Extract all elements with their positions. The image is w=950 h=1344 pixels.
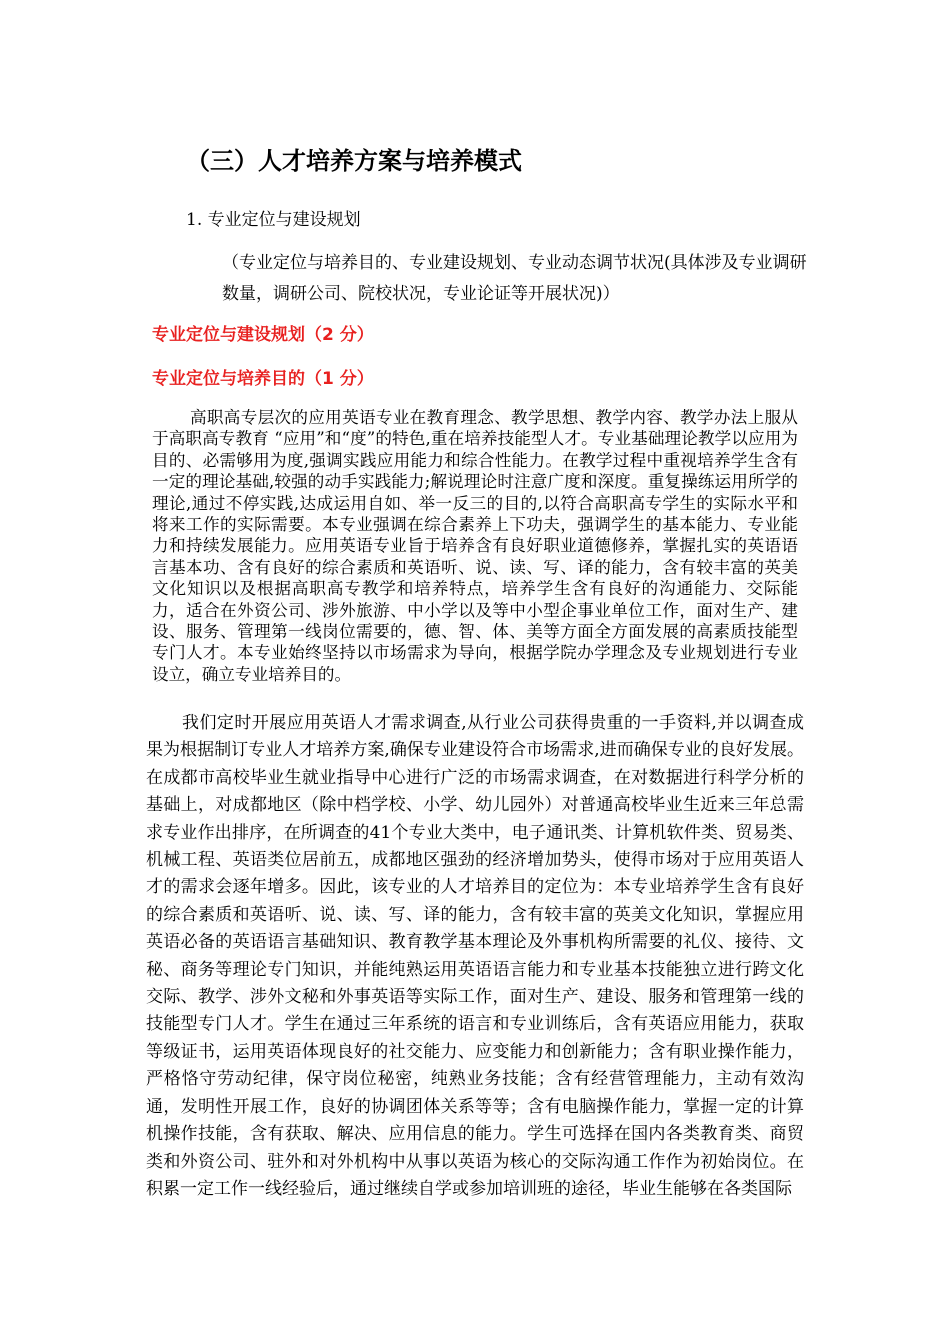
heading-goal: 专业定位与培养目的（1 分）: [152, 369, 374, 389]
heading-plan: 专业定位与建设规划（2 分）: [152, 325, 374, 345]
paragraph-positioning: 高职高专层次的应用英语专业在教育理念、教学思想、教学内容、教学办法上服从于高职高专教育 “应用”和“度”的特色,重在培养技能型人才。专业基础理论教学以应用为目的、必需够用为度,强调实践应用能力和综合性能力。在教学过程中重视培养学生含有一定的理论基础,较强的动手实践能力;解说理论时注意广度和深度。重复操练运用所学的理论,通过不停实践,达成运用自如、举一反三的目的,以符合高职高专学生的实际水平和将来工作的实际需要。本专业强调在综合素养上下功夫，强调学生的基本能力、专业能力和持续发展能力。应用英语专业旨于培养含有良好职业道德修养，掌握扎实的英语语言基本功、含有良好的综合素质和英语听、说、读、写、译的能力，含有较丰富的英美文化知识以及根据高职高专教学和培养特点，培养学生含有良好的沟通能力、交际能力，适合在外资公司、涉外旅游、中小学以及等中小型企事业单位工作，面对生产、建设、服务、管理第一线岗位需要的，德、智、体、美等方面全方面发展的高素质技能型专门人才。本专业始终坚持以市场需求为导向，根据学院办学理念及专业规划进行专业设立，确立专业培养目的。: [152, 408, 798, 684]
paragraph-survey: 我们定时开展应用英语人才需求调查,从行业公司获得贵重的一手资料,并以调查成果为根据制订专业人才培养方案,确保专业建设符合市场需求,进而确保专业的良好发展。在成都市高校毕业生就业指导中心进行广泛的市场需求调查，在对数据进行科学分析的基础上，对成都地区（除中档学校、小学、幼儿园外）对普通高校毕业生近来三年总需求专业作出排序，在所调查的41个专业大类中，电子通讯类、计算机软件类、贸易类、机械工程、英语类位居前五，成都地区强劲的经济增加势头，使得市场对于应用英语人才的需求会逐年增多。因此，该专业的人才培养目的定位为：本专业培养学生含有良好的综合素质和英语听、说、读、写、译的能力，含有较丰富的英美文化知识，掌握应用英语必备的英语语言基础知识、教育教学基本理论及外事机构所需要的礼仪、接待、文秘、商务等理论专门知识，并能纯熟运用英语语言能力和专业基本技能独立进行跨文化交际、教学、涉外文秘和外事英语等实际工作，面对生产、建设、服务和管理第一线的技能型专门人才。学生在通过三年系统的语言和专业训练后，含有英语应用能力，获取等级证书，运用英语体现良好的社交能力、应变能力和创新能力；含有职业操作能力，严格恪守劳动纪律，保守岗位秘密，纯熟业务技能；含有经营管理能力，主动有效沟通，发明性开展工作，良好的协调团体关系等等；含有电脑操作能力，掌握一定的计算机操作技能，含有获取、解决、应用信息的能力。学生可选择在国内各类教育类、商贸类和外资公司、驻外和对外机构中从事以英语为核心的交际沟通工作作为初始岗位。在积累一定工作一线经验后，通过继续自学或参加培训班的途径，毕业生能够在各类国际: [146, 713, 804, 1199]
section-note: （专业定位与培养目的、专业建设规划、专业动态调节状况(具体涉及专业调研数量，调研公司、院校状况，专业论证等开展状况)）: [222, 253, 807, 304]
section-title: （三）人才培养方案与培养模式: [186, 147, 522, 175]
subsection-title: 1. 专业定位与建设规划: [186, 210, 361, 230]
